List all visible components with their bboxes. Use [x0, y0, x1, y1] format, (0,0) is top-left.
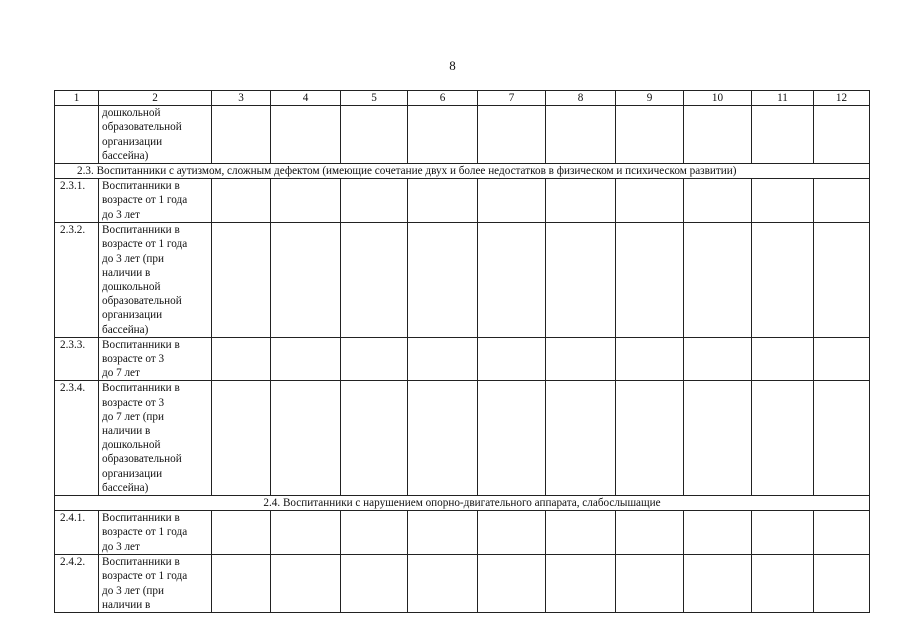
row-description: Воспитанники в возрасте от 1 года до 3 лет: [99, 511, 212, 555]
column-header: 4: [271, 91, 341, 106]
empty-cell: [341, 555, 408, 613]
row-description: Воспитанники в возрасте от 1 года до 3 лет: [99, 179, 212, 223]
empty-cell: [212, 223, 271, 338]
empty-cell: [478, 179, 546, 223]
column-header: 7: [478, 91, 546, 106]
section-title: 2.3. Воспитанники с аутизмом, сложным дефектом (имеющие сочетание двух и более недостатков в физическом и психическом развитии): [55, 164, 870, 179]
empty-cell: [478, 223, 546, 338]
empty-cell: [616, 223, 684, 338]
column-header: 1: [55, 91, 99, 106]
empty-cell: [546, 381, 616, 496]
empty-cell: [271, 381, 341, 496]
empty-cell: [341, 337, 408, 381]
row-number: 2.3.2.: [55, 223, 99, 338]
column-header: 3: [212, 91, 271, 106]
row-number: 2.3.1.: [55, 179, 99, 223]
empty-cell: [752, 511, 814, 555]
row-number: 2.3.3.: [55, 337, 99, 381]
column-header: 10: [684, 91, 752, 106]
empty-cell: [408, 106, 478, 164]
empty-cell: [616, 511, 684, 555]
empty-cell: [684, 555, 752, 613]
empty-cell: [478, 511, 546, 555]
empty-cell: [752, 555, 814, 613]
data-table: [54, 90, 870, 613]
empty-cell: [616, 555, 684, 613]
empty-cell: [271, 223, 341, 338]
empty-cell: [212, 381, 271, 496]
empty-cell: [616, 179, 684, 223]
empty-cell: [408, 511, 478, 555]
row-description: Воспитанники в возрасте от 1 года до 3 лет (при наличии в дошкольной образовательной организации бассейна): [99, 223, 212, 338]
column-header: 9: [616, 91, 684, 106]
empty-cell: [546, 555, 616, 613]
empty-cell: [752, 179, 814, 223]
empty-cell: [546, 337, 616, 381]
empty-cell: [814, 223, 870, 338]
empty-cell: [408, 179, 478, 223]
row-number: [55, 106, 99, 164]
section-title: 2.4. Воспитанники с нарушением опорно-двигательного аппарата, слабослышащие: [55, 496, 870, 511]
empty-cell: [212, 337, 271, 381]
row-number: 2.4.1.: [55, 511, 99, 555]
row-number: 2.4.2.: [55, 555, 99, 613]
empty-cell: [616, 381, 684, 496]
empty-cell: [814, 381, 870, 496]
empty-cell: [814, 337, 870, 381]
empty-cell: [341, 179, 408, 223]
empty-cell: [341, 106, 408, 164]
section-header-row: [55, 164, 870, 179]
table-row: [55, 337, 870, 381]
empty-cell: [212, 106, 271, 164]
empty-cell: [212, 555, 271, 613]
empty-cell: [271, 555, 341, 613]
empty-cell: [684, 381, 752, 496]
column-header: 2: [99, 91, 212, 106]
empty-cell: [271, 337, 341, 381]
empty-cell: [814, 555, 870, 613]
empty-cell: [546, 223, 616, 338]
row-description: Воспитанники в возрасте от 3 до 7 лет (при наличии в дошкольной образовательной организации бассейна): [99, 381, 212, 496]
empty-cell: [752, 223, 814, 338]
empty-cell: [212, 511, 271, 555]
row-description: Воспитанники в возрасте от 3 до 7 лет: [99, 337, 212, 381]
empty-cell: [408, 555, 478, 613]
empty-cell: [752, 381, 814, 496]
empty-cell: [271, 106, 341, 164]
row-number: 2.3.4.: [55, 381, 99, 496]
table-row: [55, 106, 870, 164]
empty-cell: [478, 337, 546, 381]
empty-cell: [752, 106, 814, 164]
table-row: [55, 555, 870, 613]
column-number-header-row: [55, 91, 870, 106]
empty-cell: [478, 106, 546, 164]
empty-cell: [814, 511, 870, 555]
empty-cell: [478, 555, 546, 613]
table-row: [55, 179, 870, 223]
empty-cell: [546, 511, 616, 555]
empty-cell: [684, 179, 752, 223]
empty-cell: [684, 511, 752, 555]
section-header-row: [55, 496, 870, 511]
page-number: 8: [449, 58, 456, 73]
row-description: Воспитанники в возрасте от 1 года до 3 лет (при наличии в: [99, 555, 212, 613]
table-row: [55, 511, 870, 555]
column-header: 12: [814, 91, 870, 106]
empty-cell: [814, 106, 870, 164]
empty-cell: [546, 106, 616, 164]
empty-cell: [408, 337, 478, 381]
empty-cell: [684, 223, 752, 338]
row-description: дошкольной образовательной организации бассейна): [99, 106, 212, 164]
column-header: 11: [752, 91, 814, 106]
table-row: [55, 223, 870, 338]
column-header: 6: [408, 91, 478, 106]
empty-cell: [546, 179, 616, 223]
column-header: 8: [546, 91, 616, 106]
empty-cell: [408, 381, 478, 496]
empty-cell: [271, 179, 341, 223]
empty-cell: [684, 106, 752, 164]
empty-cell: [616, 337, 684, 381]
empty-cell: [212, 179, 271, 223]
empty-cell: [271, 511, 341, 555]
empty-cell: [616, 106, 684, 164]
empty-cell: [814, 179, 870, 223]
empty-cell: [341, 223, 408, 338]
empty-cell: [341, 381, 408, 496]
empty-cell: [752, 337, 814, 381]
column-header: 5: [341, 91, 408, 106]
empty-cell: [684, 337, 752, 381]
empty-cell: [408, 223, 478, 338]
empty-cell: [478, 381, 546, 496]
table-row: [55, 381, 870, 496]
empty-cell: [341, 511, 408, 555]
